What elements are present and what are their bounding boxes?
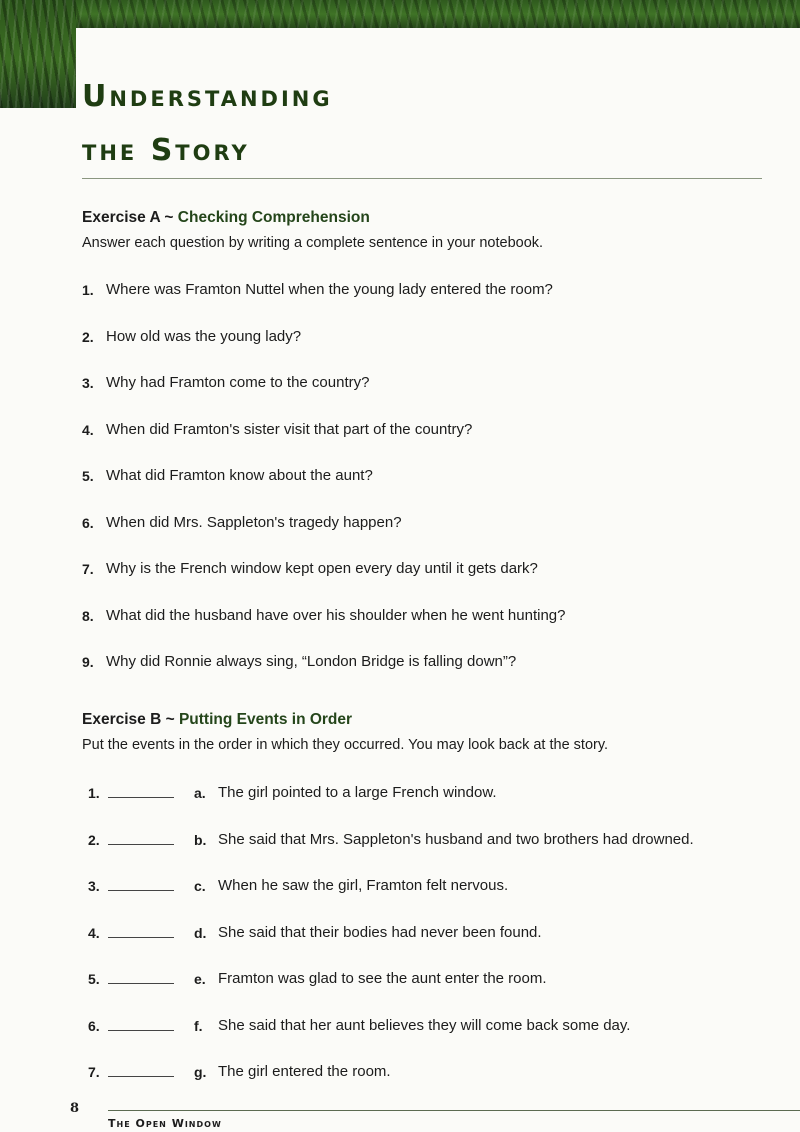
event-number: 6. [88, 1017, 100, 1034]
event-text: Framton was glad to see the aunt enter the room. [218, 970, 547, 987]
event-number: 2. [88, 831, 100, 848]
exercise-b-title [82, 711, 772, 729]
question-item [82, 420, 772, 467]
question-text: What did Framton know about the aunt? [106, 467, 373, 484]
exercise-a-question-list [82, 280, 772, 699]
answer-blank[interactable] [108, 783, 174, 798]
event-letter: a. [194, 785, 206, 801]
question-text: How old was the young lady? [106, 327, 302, 345]
question-item [82, 513, 772, 560]
question-number: 4. [82, 421, 94, 438]
grass-banner-left [0, 0, 76, 108]
question-number: 7. [82, 561, 94, 577]
event-letter: g. [194, 1064, 207, 1080]
event-item [88, 969, 778, 1016]
question-number: 6. [82, 514, 94, 531]
question-item [82, 466, 772, 513]
footer-book-title: The Open Window [108, 1117, 222, 1130]
question-number: 1. [82, 282, 94, 298]
event-letter: f. [194, 1017, 203, 1034]
event-text: When he saw the girl, Framton felt nervous. [218, 877, 509, 894]
event-number: 5. [88, 971, 100, 987]
exercise-a-instructions: Answer each question by writing a complete sentence in your notebook. [82, 235, 544, 251]
event-item [88, 830, 778, 877]
question-text: When did Framton's sister visit that part of the country? [106, 420, 473, 438]
answer-blank[interactable] [108, 876, 174, 891]
question-text: When did Mrs. Sappleton's tragedy happen? [106, 513, 402, 531]
question-number: 3. [82, 375, 94, 391]
exercise-a-header [82, 209, 772, 252]
grass-banner-top [0, 0, 800, 28]
question-item [82, 652, 772, 699]
page-title [82, 79, 333, 168]
event-number: 3. [88, 878, 100, 894]
question-text: Why had Framton come to the country? [106, 374, 370, 391]
event-text: The girl entered the room. [218, 1063, 391, 1080]
event-item [88, 1016, 778, 1063]
question-item [82, 606, 772, 653]
question-number: 9. [82, 654, 94, 670]
event-item [88, 923, 778, 970]
question-number: 2. [82, 328, 94, 345]
event-number: 1. [88, 785, 100, 801]
event-text: She said that their bodies had never been found. [218, 923, 542, 941]
question-number: 5. [82, 468, 94, 484]
footer-divider [108, 1110, 800, 1111]
answer-blank[interactable] [108, 830, 174, 845]
question-text: Why did Ronnie always sing, “London Bridge is falling down”? [106, 653, 517, 670]
event-letter: c. [194, 878, 206, 894]
question-item [82, 373, 772, 420]
question-text: Why is the French window kept open every day until it gets dark? [106, 560, 538, 577]
event-number: 4. [88, 924, 100, 941]
question-item [82, 559, 772, 606]
exercise-b-instructions: Put the events in the order in which they occurred. You may look back at the story. [82, 737, 609, 753]
event-item [88, 783, 778, 830]
exercise-a-title [82, 209, 772, 227]
exercise-b-event-list [88, 783, 778, 1109]
exercise-b-name: Putting Events in Order [178, 711, 353, 728]
answer-blank[interactable] [108, 1062, 174, 1077]
page-number: 8 [70, 1101, 80, 1116]
exercise-b-header [82, 711, 772, 754]
question-text: What did the husband have over his shoulder when he went hunting? [106, 606, 566, 624]
event-text: The girl pointed to a large French window. [218, 784, 497, 801]
answer-blank[interactable] [108, 1016, 174, 1031]
title-divider [82, 178, 762, 179]
question-item [82, 280, 772, 327]
exercise-b-label: Exercise B ~ [82, 711, 179, 728]
event-text: She said that Mrs. Sappleton's husband and two brothers had drowned. [218, 830, 694, 848]
page-title-line-1: Understanding [82, 79, 333, 114]
question-item [82, 327, 772, 374]
answer-blank[interactable] [108, 969, 174, 984]
exercise-a-name: Checking Comprehension [177, 209, 370, 226]
event-letter: d. [194, 924, 207, 941]
exercise-a-label: Exercise A ~ [82, 209, 178, 226]
event-item [88, 876, 778, 923]
answer-blank[interactable] [108, 923, 174, 938]
question-number: 8. [82, 607, 94, 624]
question-text: Where was Framton Nuttel when the young lady entered the room? [106, 281, 553, 298]
page-title-line-2: the Story [82, 133, 250, 168]
event-letter: e. [194, 971, 206, 987]
event-item [88, 1062, 778, 1109]
event-letter: b. [194, 831, 207, 848]
event-text: She said that her aunt believes they will come back some day. [218, 1016, 631, 1034]
event-number: 7. [88, 1064, 100, 1080]
